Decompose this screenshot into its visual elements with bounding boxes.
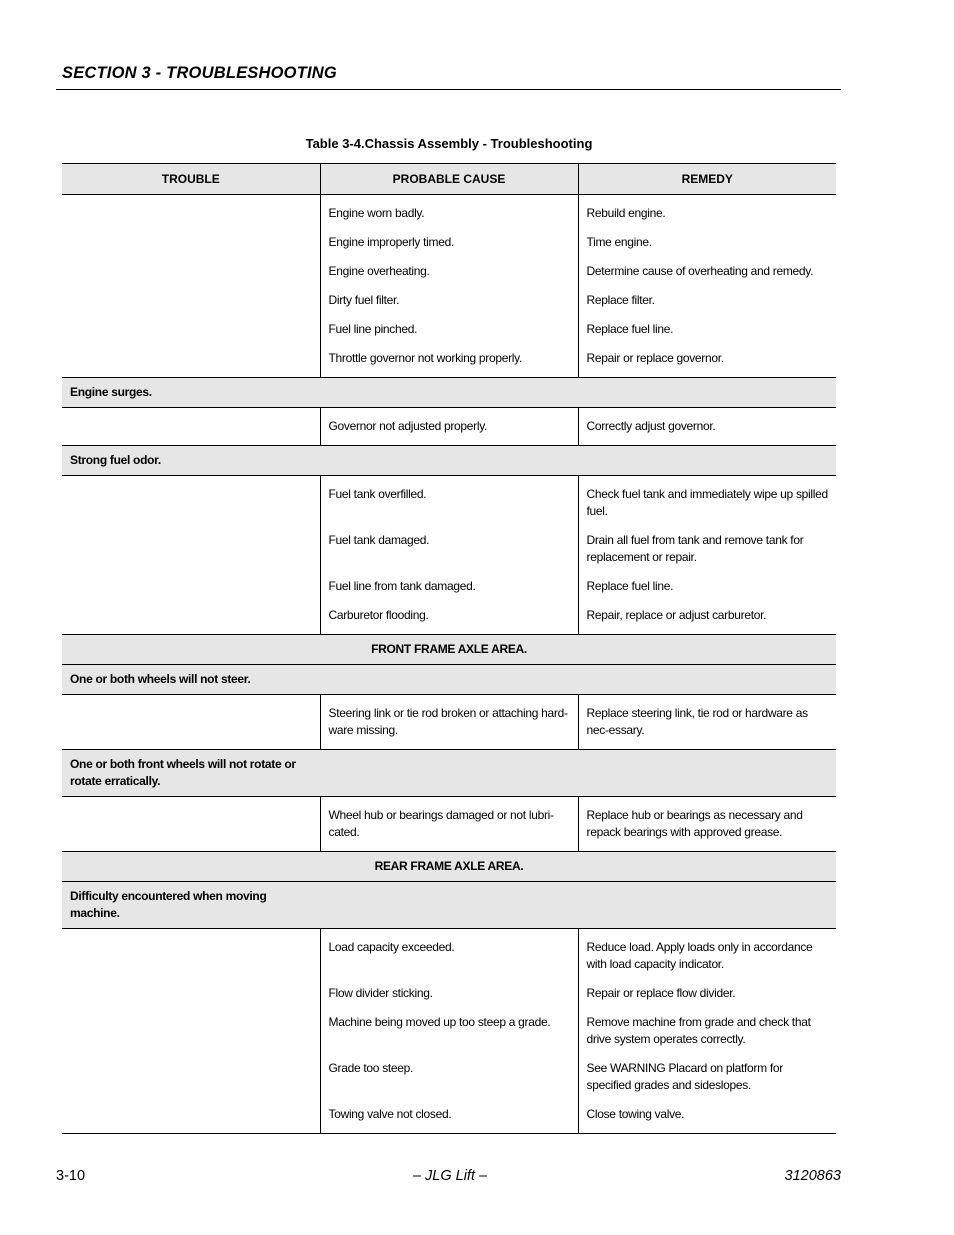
trouble-blank-cell [62, 601, 320, 630]
table-row [62, 286, 836, 315]
trouble-blank-cell [62, 344, 320, 373]
table-row [62, 199, 836, 228]
cause-cell: Carburetor flooding. [320, 601, 578, 630]
remedy-cell: Check fuel tank and immediately wipe up spilled fuel. [578, 480, 836, 526]
trouble-cell [62, 750, 836, 797]
remedy-cell: Replace filter. [578, 286, 836, 315]
table-row [62, 801, 836, 847]
column-header-trouble: TROUBLE [62, 164, 320, 195]
table-body [62, 195, 836, 1134]
cause-cell: Fuel tank damaged. [320, 526, 578, 572]
cause-cell: Towing valve not closed. [320, 1100, 578, 1129]
cause-cell: Fuel line pinched. [320, 315, 578, 344]
remedy-cell: Determine cause of overheating and remedy. [578, 257, 836, 286]
trouble-blank-cell [62, 199, 320, 228]
trouble-text: Difficulty encountered when moving machine. [70, 889, 267, 920]
trouble-blank-cell [62, 228, 320, 257]
table-row [62, 699, 836, 745]
table-row [62, 1008, 836, 1054]
table-row [62, 257, 836, 286]
trouble-blank-cell [62, 412, 320, 441]
trouble-row [62, 446, 836, 476]
trouble-blank-cell [62, 1008, 320, 1054]
table-row [62, 1100, 836, 1129]
table-caption: Table 3-4.Chassis Assembly - Troubleshooting [305, 136, 593, 151]
cause-cell: Fuel line from tank damaged. [320, 572, 578, 601]
table-row [62, 344, 836, 373]
table-row [62, 572, 836, 601]
remedy-cell: Reduce load. Apply loads only in accordance with load capacity indicator. [578, 933, 836, 979]
section-title: SECTION 3 - TROUBLESHOOTING [62, 64, 337, 82]
remedy-cell: Replace hub or bearings as necessary and repack bearings with approved grease. [578, 801, 836, 847]
remedy-cell: Drain all fuel from tank and remove tank for replacement or repair. [578, 526, 836, 572]
trouble-blank-cell [62, 526, 320, 572]
trouble-text: One or both front wheels will not rotate or rotate erratically. [70, 757, 296, 788]
section-heading-row [62, 635, 836, 665]
table-row [62, 1054, 836, 1100]
cause-cell: Dirty fuel filter. [320, 286, 578, 315]
remedy-cell: Replace steering link, tie rod or hardware as nec-essary. [578, 699, 836, 745]
trouble-blank-cell [62, 257, 320, 286]
section-heading: FRONT FRAME AXLE AREA. [62, 635, 836, 665]
section-heading-row [62, 852, 836, 882]
remedy-cell: Time engine. [578, 228, 836, 257]
section-heading: REAR FRAME AXLE AREA. [62, 852, 836, 882]
remedy-cell: Close towing valve. [578, 1100, 836, 1129]
remedy-cell: Replace fuel line. [578, 572, 836, 601]
trouble-cell [62, 378, 836, 408]
trouble-blank-cell [62, 315, 320, 344]
spacer-row [62, 1129, 836, 1134]
trouble-blank-cell [62, 1100, 320, 1129]
table-header-row [62, 164, 836, 195]
trouble-blank-cell [62, 572, 320, 601]
cause-cell: Wheel hub or bearings damaged or not lubri-cated. [320, 801, 578, 847]
table-row [62, 933, 836, 979]
trouble-row [62, 750, 836, 797]
cause-cell: Flow divider sticking. [320, 979, 578, 1008]
cause-cell: Engine improperly timed. [320, 228, 578, 257]
remedy-cell: Correctly adjust governor. [578, 412, 836, 441]
footer-publisher: – JLG Lift – [412, 1168, 488, 1184]
cause-cell: Governor not adjusted properly. [320, 412, 578, 441]
trouble-blank-cell [62, 801, 320, 847]
cause-cell: Fuel tank overfilled. [320, 480, 578, 526]
cause-cell: Steering link or tie rod broken or attaching hard-ware missing. [320, 699, 578, 745]
remedy-cell: Rebuild engine. [578, 199, 836, 228]
remedy-cell: Repair or replace flow divider. [578, 979, 836, 1008]
cause-cell: Load capacity exceeded. [320, 933, 578, 979]
section-divider [56, 89, 841, 90]
cause-cell: Engine overheating. [320, 257, 578, 286]
trouble-text: Engine surges. [70, 385, 152, 399]
remedy-cell: See WARNING Placard on platform for specified grades and sideslopes. [578, 1054, 836, 1100]
page-number: 3-10 [56, 1168, 86, 1184]
trouble-blank-cell [62, 699, 320, 745]
trouble-blank-cell [62, 286, 320, 315]
trouble-text: Strong fuel odor. [70, 453, 161, 467]
remedy-cell: Replace fuel line. [578, 315, 836, 344]
cause-cell: Grade too steep. [320, 1054, 578, 1100]
trouble-blank-cell [62, 979, 320, 1008]
remedy-cell: Remove machine from grade and check that drive system operates correctly. [578, 1008, 836, 1054]
trouble-cell [62, 446, 836, 476]
trouble-cell [62, 665, 836, 695]
table-row [62, 979, 836, 1008]
trouble-row [62, 378, 836, 408]
trouble-blank-cell [62, 933, 320, 979]
trouble-blank-cell [62, 480, 320, 526]
troubleshooting-table [62, 163, 836, 1134]
trouble-row [62, 665, 836, 695]
column-header-probable-cause: PROBABLE CAUSE [320, 164, 578, 195]
table-row [62, 228, 836, 257]
table-row [62, 480, 836, 526]
document-number: 3120863 [784, 1168, 841, 1184]
trouble-cell [62, 882, 836, 929]
remedy-cell: Repair or replace governor. [578, 344, 836, 373]
table-row [62, 526, 836, 572]
table-row [62, 412, 836, 441]
trouble-blank-cell [62, 1054, 320, 1100]
table-row [62, 601, 836, 630]
cause-cell: Engine worn badly. [320, 199, 578, 228]
table-row [62, 315, 836, 344]
cause-cell: Machine being moved up too steep a grade. [320, 1008, 578, 1054]
remedy-cell: Repair, replace or adjust carburetor. [578, 601, 836, 630]
trouble-row [62, 882, 836, 929]
cause-cell: Throttle governor not working properly. [320, 344, 578, 373]
trouble-text: One or both wheels will not steer. [70, 672, 251, 686]
column-header-remedy: REMEDY [578, 164, 836, 195]
